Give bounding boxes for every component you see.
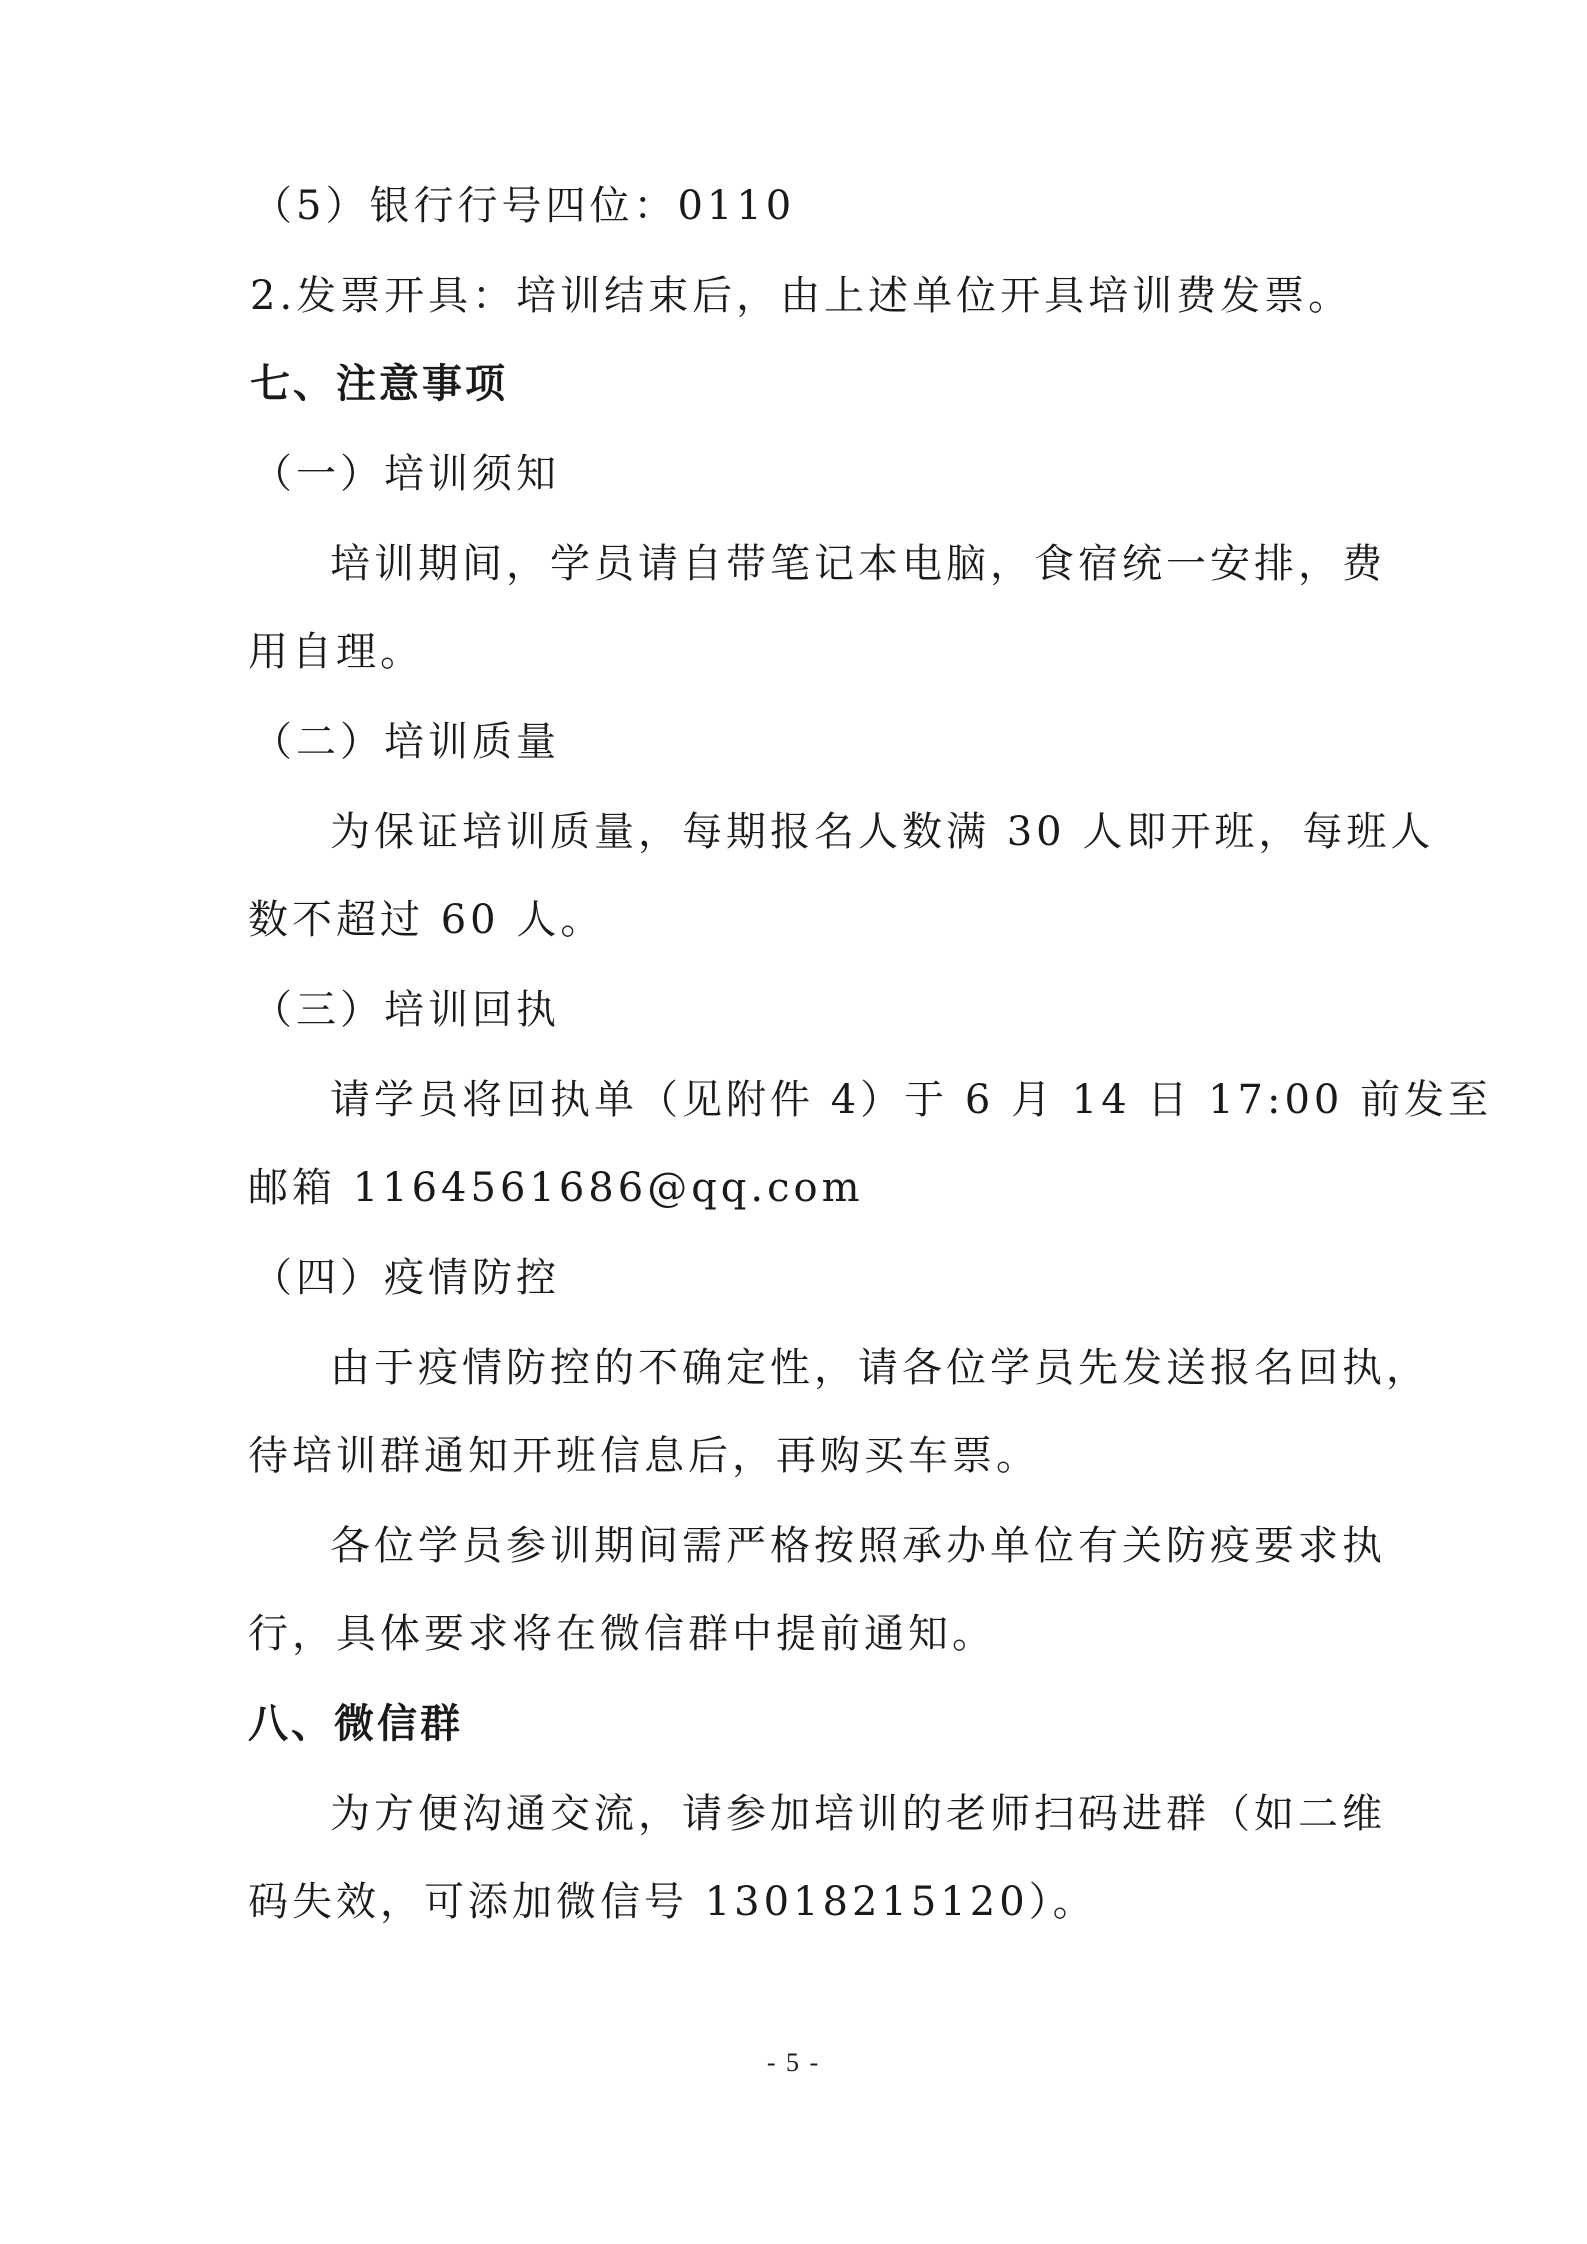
subsection-4-heading: （四）疫情防控 (252, 1255, 560, 1301)
page-number: - 5 - (766, 2048, 821, 2077)
wechat-line-1: 为方便沟通交流，请参加培训的老师扫码进群（如二维 (330, 1791, 1386, 1837)
bank-code-line: （5）银行行号四位：0110 (252, 183, 796, 229)
training-notice-line-1: 培训期间，学员请自带笔记本电脑，食宿统一安排，费 (330, 541, 1386, 587)
invoice-line: 2.发票开具：培训结束后，由上述单位开具培训费发票。 (250, 273, 1353, 319)
subsection-1-heading: （一）培训须知 (252, 451, 560, 497)
epidemic-line-1: 由于疫情防控的不确定性，请各位学员先发送报名回执， (330, 1345, 1430, 1391)
epidemic-line-4: 行，具体要求将在微信群中提前通知。 (248, 1611, 996, 1657)
wechat-line-2: 码失效，可添加微信号 13018215120）。 (248, 1879, 1097, 1925)
receipt-line-2: 邮箱 1164561686@qq.com (248, 1165, 864, 1211)
training-quality-line-2: 数不超过 60 人。 (248, 897, 605, 943)
training-notice-line-2: 用自理。 (248, 629, 424, 675)
receipt-line-1: 请学员将回执单（见附件 4）于 6 月 14 日 17:00 前发至 (330, 1077, 1493, 1123)
epidemic-line-2: 待培训群通知开班信息后，再购买车票。 (248, 1433, 1040, 1479)
section-7-heading: 七、注意事项 (250, 361, 508, 407)
training-quality-line-1: 为保证培训质量，每期报名人数满 30 人即开班，每班人 (330, 809, 1435, 855)
subsection-2-heading: （二）培训质量 (252, 719, 560, 765)
epidemic-line-3: 各位学员参训期间需严格按照承办单位有关防疫要求执 (330, 1523, 1386, 1569)
subsection-3-heading: （三）培训回执 (252, 987, 560, 1033)
section-8-heading: 八、微信群 (248, 1701, 463, 1747)
